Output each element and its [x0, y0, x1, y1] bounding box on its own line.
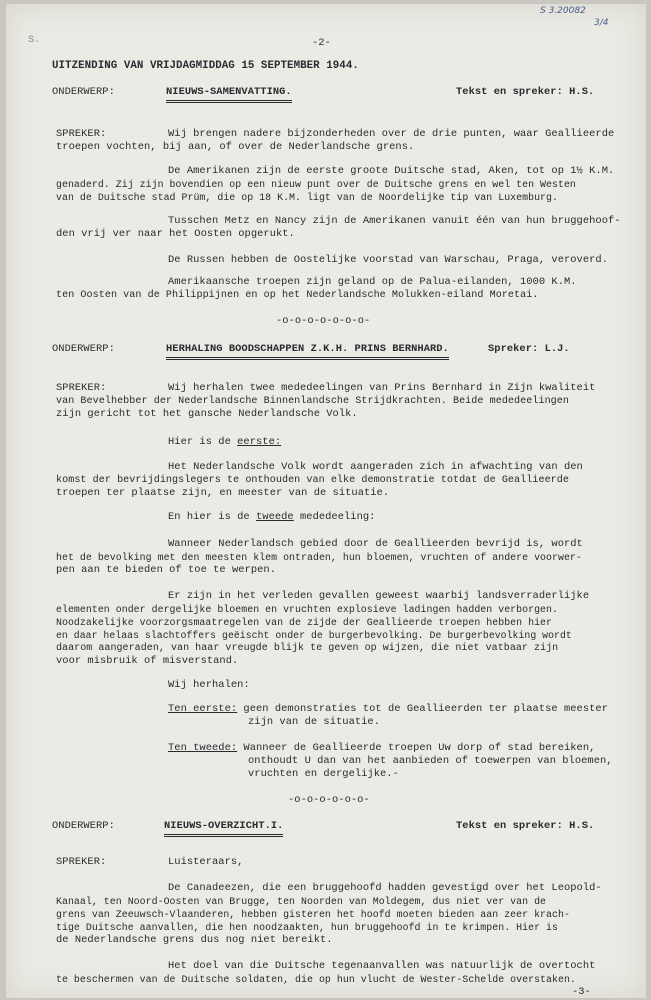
eerste-underlined: eerste: — [237, 436, 282, 448]
s2-second-point-cont-2: vruchten en dergelijke.- — [248, 768, 399, 780]
s1-line-5: van de Duitsche stad Prüm, die op 18 K.M. ligt van de Noordelijke tip van Luxemburg. — [56, 192, 558, 203]
s3-line-2: De Canadeezen, die een bruggehoofd hadden gevestigd over het Leopold- — [168, 882, 602, 894]
s1-line-3: De Amerikanen zijn de eerste groote Duitsche stad, Aken, tot op 1½ K.M. — [168, 165, 615, 177]
document-page — [6, 4, 646, 998]
s2-line-16: elementen onder dergelijke bloemen en vruchten explosieve ladingen hadden verborgen. — [56, 604, 558, 615]
ten-tweede-underlined: Ten tweede: — [168, 742, 238, 754]
s3-line-7: Het doel van die Duitsche tegenaanvallen was natuurlijk de overtocht — [168, 960, 596, 972]
s1-line-10: ten Oosten van de Philippijnen en op het Nederlandsche Molukken-eiland Moretai. — [56, 290, 539, 301]
s2-line-2: van Bevelhebber der Nederlandsche Binnenlandsche Strijdkrachten. Beide mededeelingen — [56, 396, 570, 407]
section-1-spreker: SPREKER: — [56, 128, 107, 140]
separator-2: -o-o-o-o-o-o- — [288, 794, 370, 806]
s2-second-point: Ten tweede: Wanneer de Geallieerde troepen Uw dorp of stad bereiken, — [168, 742, 596, 754]
section-3-label: ONDERWERP: — [52, 820, 115, 832]
section-3-spreker: SPREKER: — [56, 856, 107, 868]
section-2-subject: HERHALING BOODSCHAPPEN Z.K.H. PRINS BERNHARD. — [166, 343, 449, 360]
s2-here-first: Hier is de eerste: — [168, 436, 282, 448]
page-number-top: -2- — [312, 37, 331, 49]
s1-line-7: den vrij ver naar het Oosten opgerukt. — [56, 228, 295, 240]
s2-line-18: en daar helaas slachtoffers geëischt onder de burgerbevolking. De burgerbevolking wordt — [56, 630, 572, 641]
section-3-speaker: Tekst en spreker: H.S. — [456, 820, 595, 832]
s3-line-8: te beschermen van de Duitsche soldaten, die op hun vlucht de Wester-Schelde overstaken. — [56, 974, 576, 985]
s2-line-6: Het Nederlandsche Volk wordt aangeraden zich in afwachting van den — [168, 461, 583, 473]
s1-line-1: Wij brengen nadere bijzonderheden over de drie punten, waar Geallieerde — [168, 128, 615, 140]
section-1-subject: NIEUWS-SAMENVATTING. — [166, 86, 292, 103]
s3-line-6: de Nederlandsche grens dus nog niet bereikt. — [56, 934, 333, 946]
section-2-speaker: Spreker: L.J. — [488, 343, 570, 355]
ten-eerste-underlined: Ten eerste: — [168, 703, 238, 715]
s1-line-8: De Russen hebben de Oostelijke voorstad van Warschau, Praga, veroverd. — [168, 254, 608, 266]
tweede-underlined: tweede — [256, 511, 294, 523]
s2-line-15: Er zijn in het verleden gevallen geweest waarbij landsverraderlijke — [168, 590, 590, 602]
s2-second-point-cont-1: onthoudt U dan van het aanbieden of toewerpen van bloemen, — [248, 755, 613, 767]
section-1-speaker: Tekst en spreker: H.S. — [456, 86, 595, 98]
s2-line-13: het de bevolking met den meesten klem ontraden, hun bloemen, vruchten of andere voorwer- — [56, 552, 582, 563]
broadcast-title: UITZENDING VAN VRIJDAGMIDDAG 15 SEPTEMBER 1944. — [52, 60, 359, 72]
s3-line-5: tige Duitsche aanvallen, die hen noodzaakten, hun bruggehoofd in te krimpen. Hier is — [56, 922, 558, 933]
s2-line-14: pen aan te bieden of toe te werpen. — [56, 564, 276, 576]
s1-line-9: Amerikaansche troepen zijn geland op de Palua-eilanden, 1000 K.M. — [168, 276, 577, 288]
s1-line-2: troepen vochten, bij aan, of over de Nederlandsche grens. — [56, 141, 415, 153]
separator-1: -o-o-o-o-o-o-o- — [276, 315, 371, 327]
section-2-spreker: SPREKER: — [56, 382, 107, 394]
s2-line-17: Noodzakelijke voorzorgsmaatregelen van de zijde der Geallieerde troepen hebben hier — [56, 617, 553, 628]
section-2-label: ONDERWERP: — [52, 343, 115, 355]
s2-line-3: zijn gericht tot het gansche Nederlandsche Volk. — [56, 408, 358, 420]
s3-line-1: Luisteraars, — [168, 856, 244, 868]
section-3-subject: NIEUWS-OVERZICHT.I. — [164, 820, 283, 837]
page-fraction-note: 3/4 — [594, 18, 609, 28]
s2-line-19: daarom aangeraden, van haar vreugde blijk te geven op wijzen, die niet vatbaar zijn — [56, 643, 559, 654]
section-1-label: ONDERWERP: — [52, 86, 115, 98]
s1-line-6: Tusschen Metz en Nancy zijn de Amerikanen vanuit één van hun bruggehoof- — [168, 215, 621, 227]
s2-line-1: Wij herhalen twee mededeelingen van Prins Bernhard in Zijn kwaliteit — [168, 382, 596, 394]
s2-line-20: voor misbruik of misverstand. — [56, 655, 239, 667]
s2-repeat: Wij herhalen: — [168, 679, 250, 691]
s1-line-4: genaderd. Zij zijn bovendien op een nieuw punt over de Duitsche grens en wel ten Westen — [56, 179, 576, 190]
s2-here-second: En hier is de tweede mededeeling: — [168, 511, 376, 523]
s2-first-point: Ten eerste: geen demonstraties tot de Geallieerden ter plaatse meester — [168, 703, 608, 715]
s2-line-12: Wanneer Nederlandsch gebied door de Geallieerden bevrijd is, wordt — [168, 538, 583, 550]
s2-first-point-cont: zijn van de situatie. — [248, 716, 380, 728]
s3-line-3: Kanaal, ten Noord-Oosten van Brugge, ten Noorden van Moldegem, dus niet ver van de — [56, 896, 547, 907]
page-number-bottom: -3- — [572, 986, 591, 998]
s2-line-7: komst der bevrijdingslegers te onthouden van elke demonstratie totdat de Geallieerde — [56, 475, 570, 486]
margin-mark: S. — [28, 34, 41, 46]
archive-number-note: S 3.20082 — [540, 6, 586, 16]
s2-line-8: troepen ter plaatse zijn, en meester van de situatie. — [56, 487, 390, 499]
s3-line-4: grens van Zeeuwsch-Vlaanderen, hebben gisteren het hoofd moeten bieden aan zeer krach- — [56, 909, 570, 920]
